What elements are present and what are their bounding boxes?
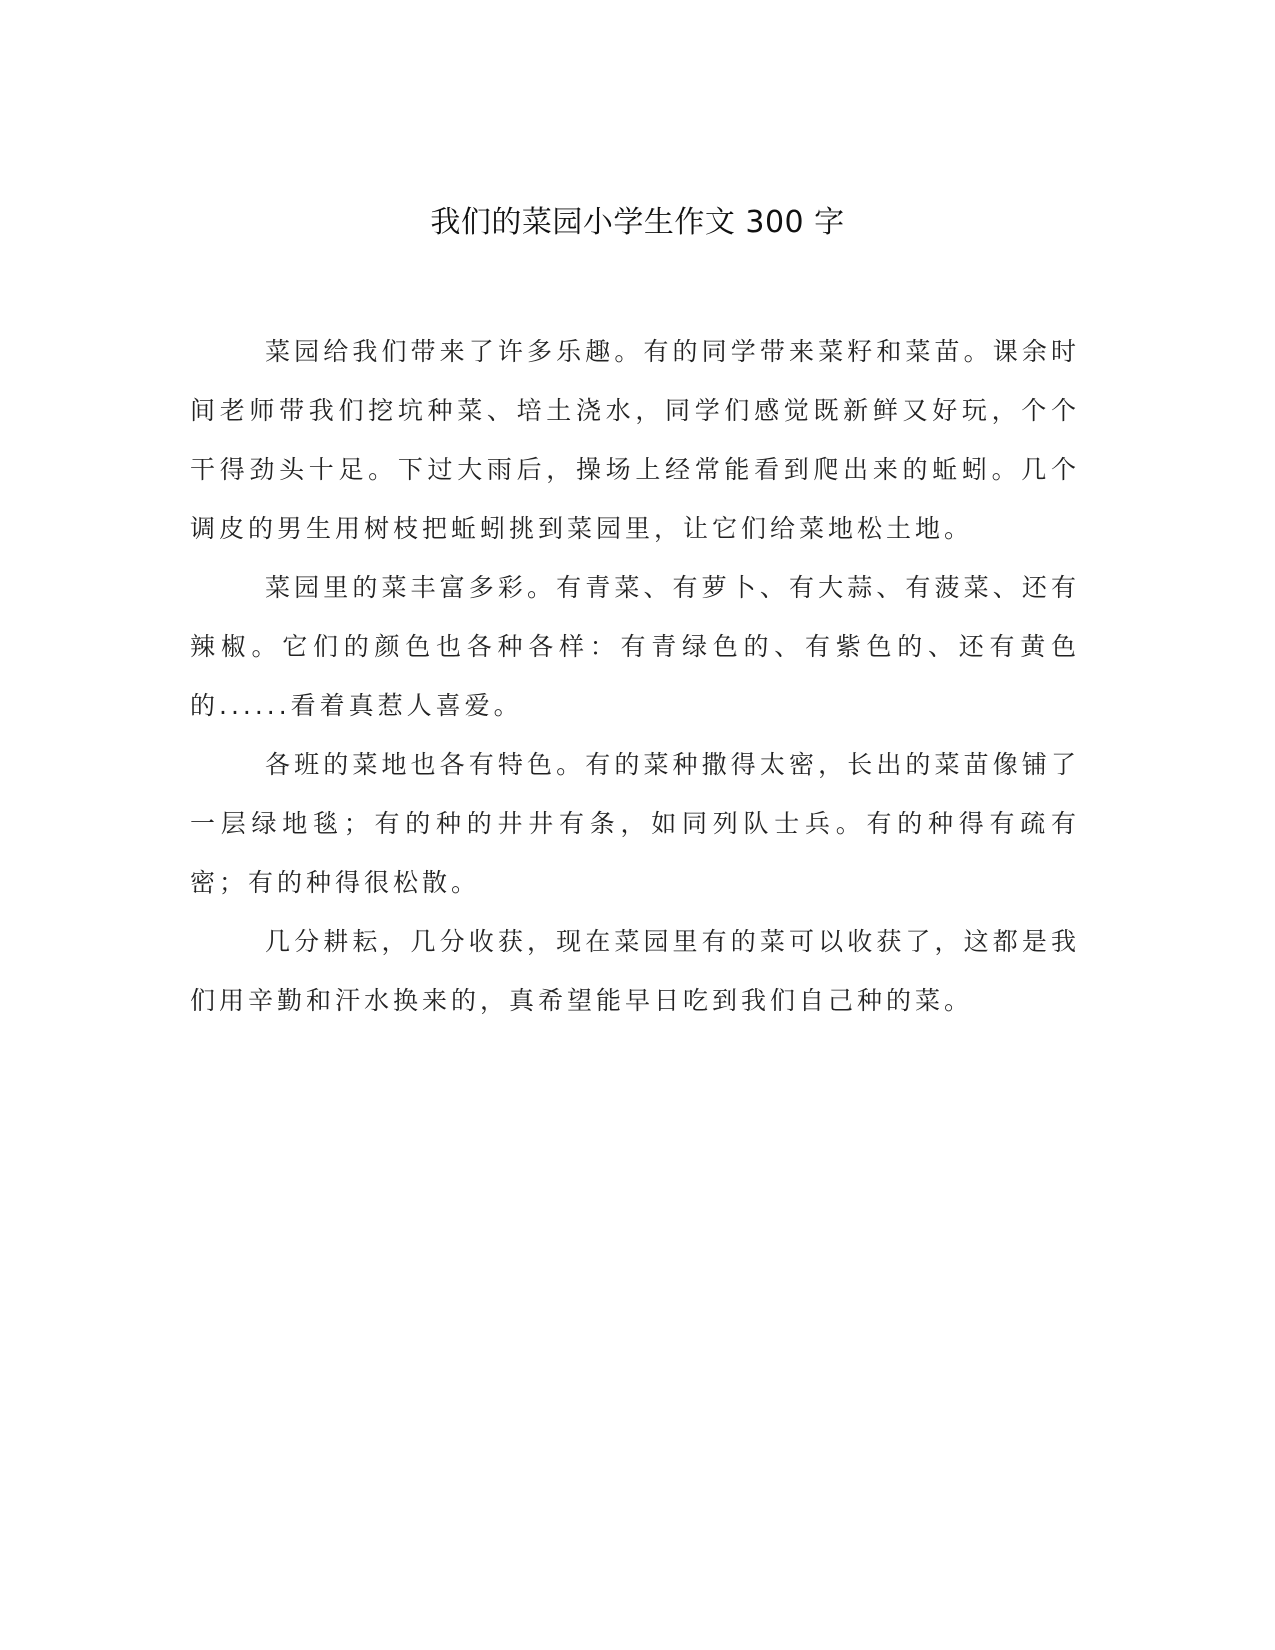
document-title: 我们的菜园小学生作文 300 字	[430, 205, 845, 240]
document-body	[190, 322, 1080, 1030]
paragraph-2: 菜园里的菜丰富多彩。有青菜、有萝卜、有大蒜、有菠菜、还有辣椒。它们的颜色也各种各样：有青绿色的、有紫色的、还有黄色的......看着真惹人喜爱。	[190, 573, 1080, 720]
paragraph-4: 几分耕耘，几分收获，现在菜园里有的菜可以收获了，这都是我们用辛勤和汗水换来的，真希望能早日吃到我们自己种的菜。	[190, 927, 1080, 1015]
paragraph-3: 各班的菜地也各有特色。有的菜种撒得太密，长出的菜苗像铺了一层绿地毯；有的种的井井有条，如同列队士兵。有的种得有疏有密；有的种得很松散。	[190, 750, 1080, 897]
paragraph-1: 菜园给我们带来了许多乐趣。有的同学带来菜籽和菜苗。课余时间老师带我们挖坑种菜、培土浇水，同学们感觉既新鲜又好玩，个个干得劲头十足。下过大雨后，操场上经常能看到爬出来的蚯蚓。几个调皮的男生用树枝把蚯蚓挑到菜园里，让它们给菜地松土地。	[190, 337, 1080, 543]
